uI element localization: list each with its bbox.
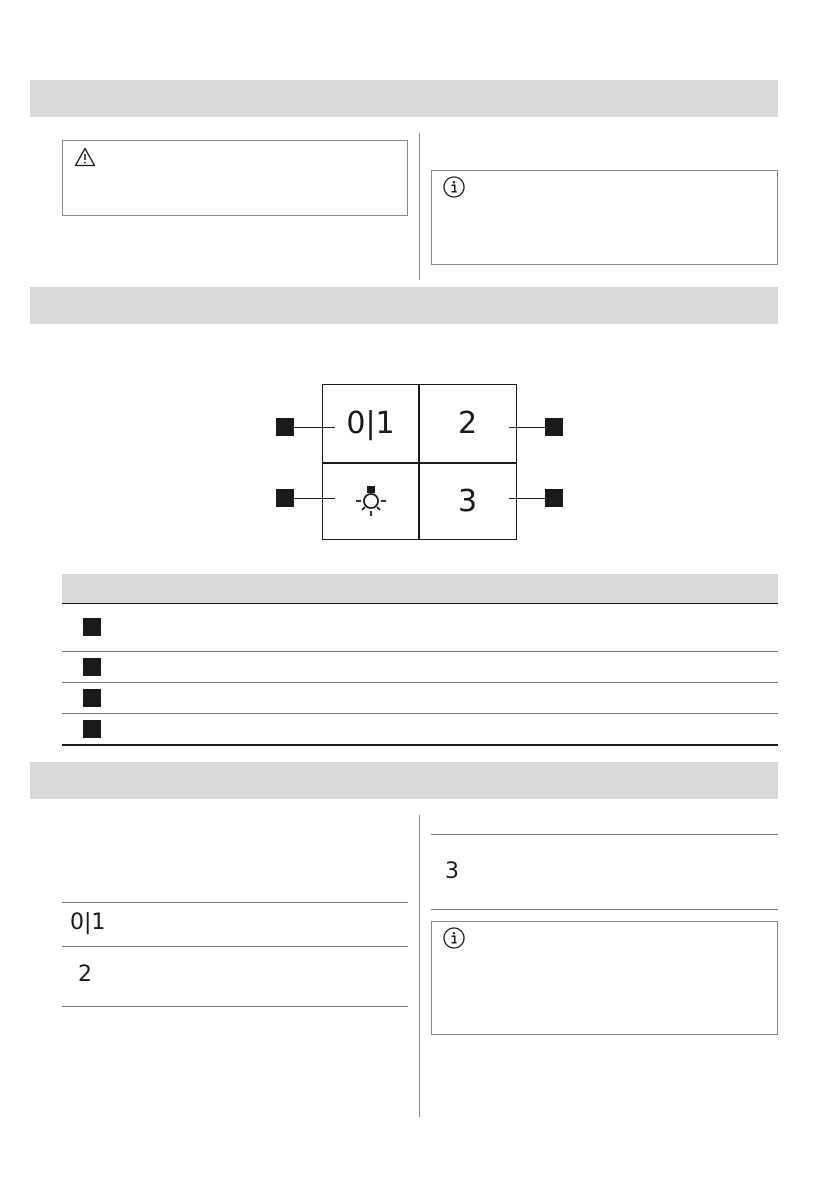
info-panel-1 — [431, 170, 778, 265]
legend-table-row-2 — [62, 652, 778, 682]
right-list-symbol-1: 3 — [445, 859, 459, 884]
info-icon — [442, 926, 466, 950]
speed-2-button-label: 2 — [457, 406, 478, 441]
callout-marker-4 — [545, 489, 563, 507]
speed-3-button-label: 3 — [457, 483, 478, 519]
legend-marker-4 — [83, 720, 101, 738]
legend-marker-1 — [83, 618, 101, 636]
info-icon — [442, 175, 466, 199]
light-bulb-icon — [354, 484, 388, 518]
left-list-bottom-rule — [62, 1006, 408, 1007]
legend-table-header — [62, 574, 778, 604]
left-list-symbol-2: 2 — [78, 962, 92, 987]
right-list-row-1 — [431, 835, 778, 909]
callout-marker-2 — [545, 418, 563, 436]
callout-marker-1 — [276, 418, 294, 436]
section-header-bar-3 — [30, 762, 778, 799]
speed-3-button[interactable] — [420, 464, 515, 538]
right-list-bottom-rule — [431, 909, 778, 910]
legend-table-bottom-rule — [62, 744, 778, 746]
legend-marker-3 — [83, 689, 101, 707]
legend-table-row-3 — [62, 683, 778, 713]
power-button[interactable] — [323, 385, 418, 462]
left-list-row-2 — [62, 947, 408, 1006]
power-button-label: 0|1 — [346, 406, 395, 441]
speed-2-button[interactable] — [420, 385, 515, 462]
section-header-bar-2 — [30, 287, 778, 324]
warning-panel — [62, 140, 408, 216]
legend-marker-2 — [83, 658, 101, 676]
info-panel-2 — [431, 921, 778, 1035]
light-button[interactable] — [323, 464, 418, 538]
section-header-bar-1 — [30, 80, 778, 117]
legend-table-row-1 — [62, 605, 778, 651]
callout-leader-1 — [294, 427, 335, 428]
callout-marker-3 — [276, 489, 294, 507]
callout-leader-4 — [509, 498, 545, 499]
legend-table-row-4 — [62, 714, 778, 744]
control-panel-diagram — [322, 384, 517, 540]
left-list-row-1 — [62, 903, 408, 946]
left-list-symbol-1: 0|1 — [70, 910, 106, 935]
column-divider-top — [419, 133, 420, 280]
callout-leader-3 — [294, 498, 335, 499]
callout-leader-2 — [509, 427, 545, 428]
column-divider-bottom — [419, 815, 420, 1117]
warning-triangle-icon — [74, 147, 96, 167]
